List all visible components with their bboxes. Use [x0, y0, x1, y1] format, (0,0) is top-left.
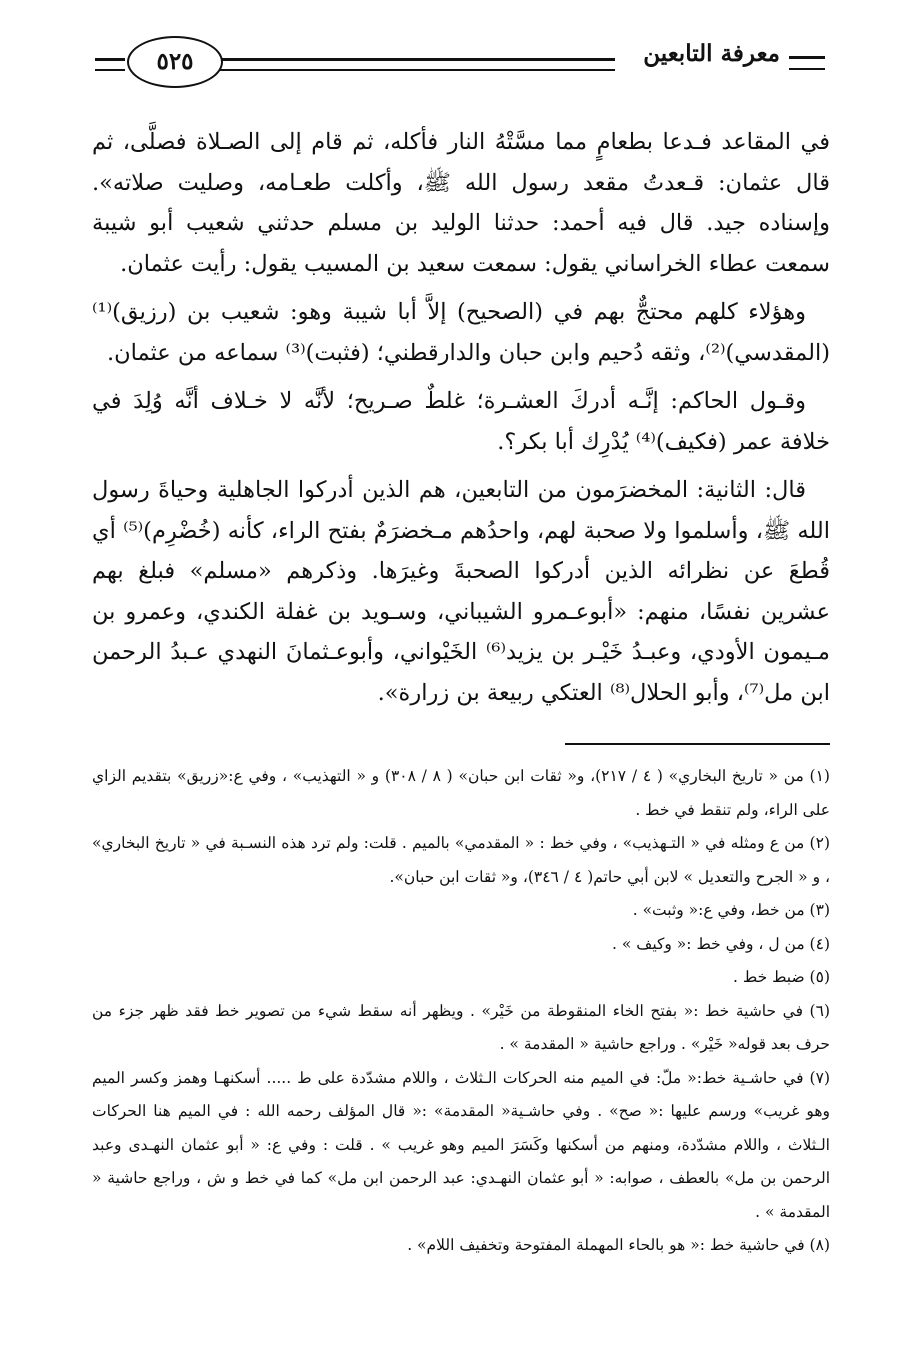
- header-ornament-right: [789, 56, 825, 70]
- paragraph: وقـول الحاكم: إنَّـه أدركَ العشـرة؛ غلطٌ صـريح؛ لأنَّه لا خـلاف أنَّه وُلِدَ في خلافة عمر (فكيف)⁽⁴⁾ يُدْرِك أبا بكر؟.: [92, 388, 830, 455]
- footnote: (٤) من ل ، وفي خط :« وكيف » .: [612, 934, 830, 953]
- paragraph: في المقاعد فـدعا بطعامٍ مما مسَّتْهُ النار فأكله، ثم قام إلى الصـلاة فصلَّى، ثم قال عثمان: قـعدتُ مقعد رسول الله ﷺ، وأكلت طعـامه، وصليت صلاته». وإسناده جيد. قال فيه أحمد: حدثنا الوليد بن مسلم حدثني شعيب أبو شيبة سمعت عطاء الخراساني يقول: سمعت سعيد بن المسيب يقول: رأيت عثمان.: [92, 129, 830, 277]
- running-title: معرفة التابعين: [643, 40, 780, 67]
- footnote: (٨) في حاشية خط :« هو بالحاء المهملة المفتوحة وتخفيف اللام» .: [407, 1236, 830, 1254]
- main-text: [92, 122, 830, 721]
- header-rule: [200, 58, 615, 71]
- page-number: ٥٢٥: [127, 36, 223, 88]
- footnotes: [92, 760, 830, 1263]
- footnote: (٦) في حاشية خط :« بفتح الخاء المنقوطة من خَيْر» . ويظهر أنه سقط شيء من تصوير خط فقد ظهر جزء من حرف بعد قوله« خَيْر» . وراجع حاشية « المقدمة » .: [92, 1001, 830, 1053]
- paragraph: قال: الثانية: المخضرَمون من التابعين، هم الذين أدركوا الجاهلية وحياةَ رسول الله ﷺ، وأسلموا ولا صحبة لهم، واحدُهم مـخضرَمٌ بفتح الراء، كأنه (خُضْرِم)⁽⁵⁾ أي قُطعَ عن نظرائه الذين أدركوا الصحبةَ وغيرَها. وذكرهم «مسلم» فبلغ بهم عشرين نفسًا، منهم: «أبوعـمرو الشيباني، وسـويد بن غفلة الكندي، وعمرو بن مـيمون الأودي، وعبـدُ خَيْـر بن يزيد⁽⁶⁾ الخَيْواني، وأبوعـثمانَ النهدي عـبدُ الرحمن ابن مل⁽⁷⁾، وأبو الحلال⁽⁸⁾ العتكي ربيعة بن زرارة».: [92, 477, 830, 706]
- footnote: (٣) من خط، وفي ع:« وثبت» .: [632, 901, 830, 919]
- footnote: (٧) في حاشـية خط:« ملّ: في الميم منه الحركات الـثلاث ، واللام مشدّدة على ط ..... أسكنهـا وهمز وكسر الميم وهو غريب» ورسم عليها :« صح» . وفي حاشـية« المقدمة» :« قال المؤلف رحمه الله : في الميم هنا الحركات الـثلاث ، واللام مشدّدة، ومنهم من أسكنها وكَسَرَ الميم وهو غريب » . قلت : وفي ع: « أبو عثمان النهـدى وعبد الرحمن بن مل» بالعطف ، صوابه: « أبو عثمان النهـدي: عبد الرحمن ابن مل» كما في خط و ش ، وراجع حاشية « المقدمة » .: [92, 1068, 830, 1221]
- footnote: (٥) ضبط خط .: [733, 968, 830, 986]
- footnote: (١) من « تاريخ البخاري» ( ٤ / ٢١٧)، و« ثقات ابن حبان» ( ٨ / ٣٠٨) و « التهذيب» ، وفي ع:«زريق» بتقديم الزاي على الراء، ولم تنقط في خط .: [92, 767, 830, 819]
- footnote: (٢) من ع ومثله في « التـهذيب» ، وفي خط : « المقدمي» بالميم . قلت: ولم ترد هذه النسـبة في « تاريخ البخاري» ، و « الجرح والتعديل » لابن أبي حاتم( ٤ / ٣٤٦)، و« ثقات ابن حبان».: [92, 834, 830, 886]
- paragraph: وهؤلاء كلهم محتجٌّ بهم في (الصحيح) إلاَّ أبا شيبة وهو: شعيب بن (رزيق)⁽¹⁾ (المقدسي)⁽²⁾، وثقه دُحيم وابن حبان والدارقطني؛ (فثبت)⁽³⁾ سماعه من عثمان.: [92, 299, 830, 366]
- header-ornament-left: [95, 58, 125, 71]
- footnote-separator: [565, 743, 830, 745]
- page-header: [95, 34, 825, 94]
